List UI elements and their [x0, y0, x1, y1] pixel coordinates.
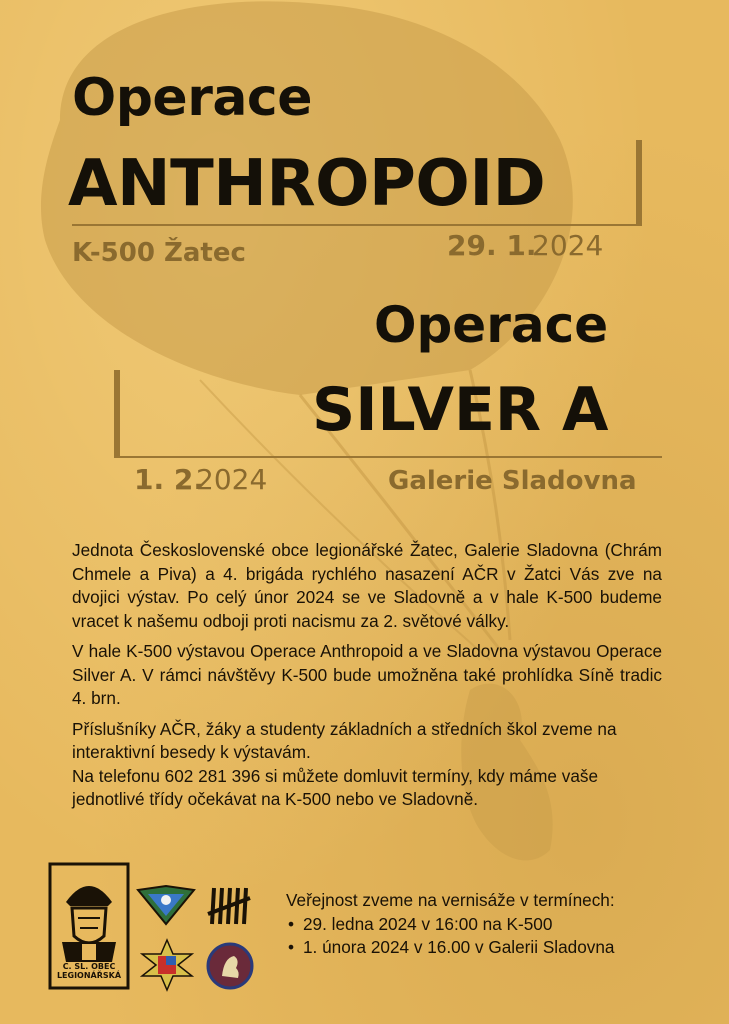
title-silver-a: SILVER A — [312, 375, 609, 445]
title-anthropoid: ANTHROPOID — [68, 147, 546, 221]
cross-badge-icon — [140, 938, 194, 992]
title-operace-2: Operace — [374, 296, 609, 354]
vernissage-item: • 1. února 2024 v 16.00 v Galerii Sladovna — [286, 936, 706, 960]
date-2-bold: 1. 2. — [134, 463, 204, 496]
vernissage-list — [286, 913, 706, 960]
round-emblem — [206, 942, 254, 990]
paragraph-2: V hale K-500 výstavou Operace Anthropoid a ve Sladovna výstavou Operace Silver A. V rámci návštěvy K-500 bude umožněna také prohlídka Síně tradic 4. brn. — [72, 641, 662, 708]
vernissage-section — [286, 889, 706, 960]
invitation-text — [72, 539, 662, 812]
rule-vertical-1 — [636, 140, 642, 226]
vernissage-item: • 29. ledna 2024 v 16:00 na K-500 — [286, 913, 706, 937]
legion-text-bottom: LEGIONÁŘSKÁ — [56, 971, 122, 980]
date-1-bold: 29. 1. — [447, 229, 537, 262]
rule-horizontal-2 — [114, 456, 662, 458]
place-k500: K-500 Žatec — [72, 238, 246, 268]
brigade-emblem — [136, 882, 196, 926]
vernissage-intro: Veřejnost zveme na vernisáže v termínech: — [286, 890, 615, 910]
tally-marks-icon — [206, 884, 252, 928]
rule-horizontal-1 — [72, 224, 642, 226]
paragraph-3: Příslušníky AČR, žáky a studenty základních a středních škol zveme na interaktivní besedy k výstavám. — [72, 718, 617, 762]
rule-vertical-2 — [114, 370, 120, 456]
army-badge — [140, 938, 194, 992]
legion-text-obec: OBEC — [91, 962, 116, 971]
date-1-year: 2024 — [532, 229, 604, 262]
title-operace-1: Operace — [72, 68, 313, 128]
lion-emblem-icon — [206, 942, 254, 990]
place-sladovna: Galerie Sladovna — [388, 466, 637, 496]
tally-marks — [206, 884, 252, 928]
legion-logo — [48, 862, 130, 990]
parachute-wings-icon — [136, 882, 196, 926]
legion-text-top: C. SL. — [62, 962, 89, 971]
paragraph-1: Jednota Československé obce legionářské Žatec, Galerie Sladovna (Chrám Chmele a Piva) a 4. brigáda rychlého nasazení AČR v Žatci Vás zve na dvojici výstav. Po celý únor 2024 se ve Sladovně a v hale K-500 budeme vracet k našemu odboji proti nacismu za 2. světové války. — [72, 540, 662, 631]
paragraph-4: Na telefonu 602 281 396 si můžete domluvit termíny, kdy máme vaše jednotlivé třídy očekávat na K-500 nebo ve Sladovně. — [72, 765, 599, 809]
date-2-year: 2024 — [196, 463, 268, 496]
